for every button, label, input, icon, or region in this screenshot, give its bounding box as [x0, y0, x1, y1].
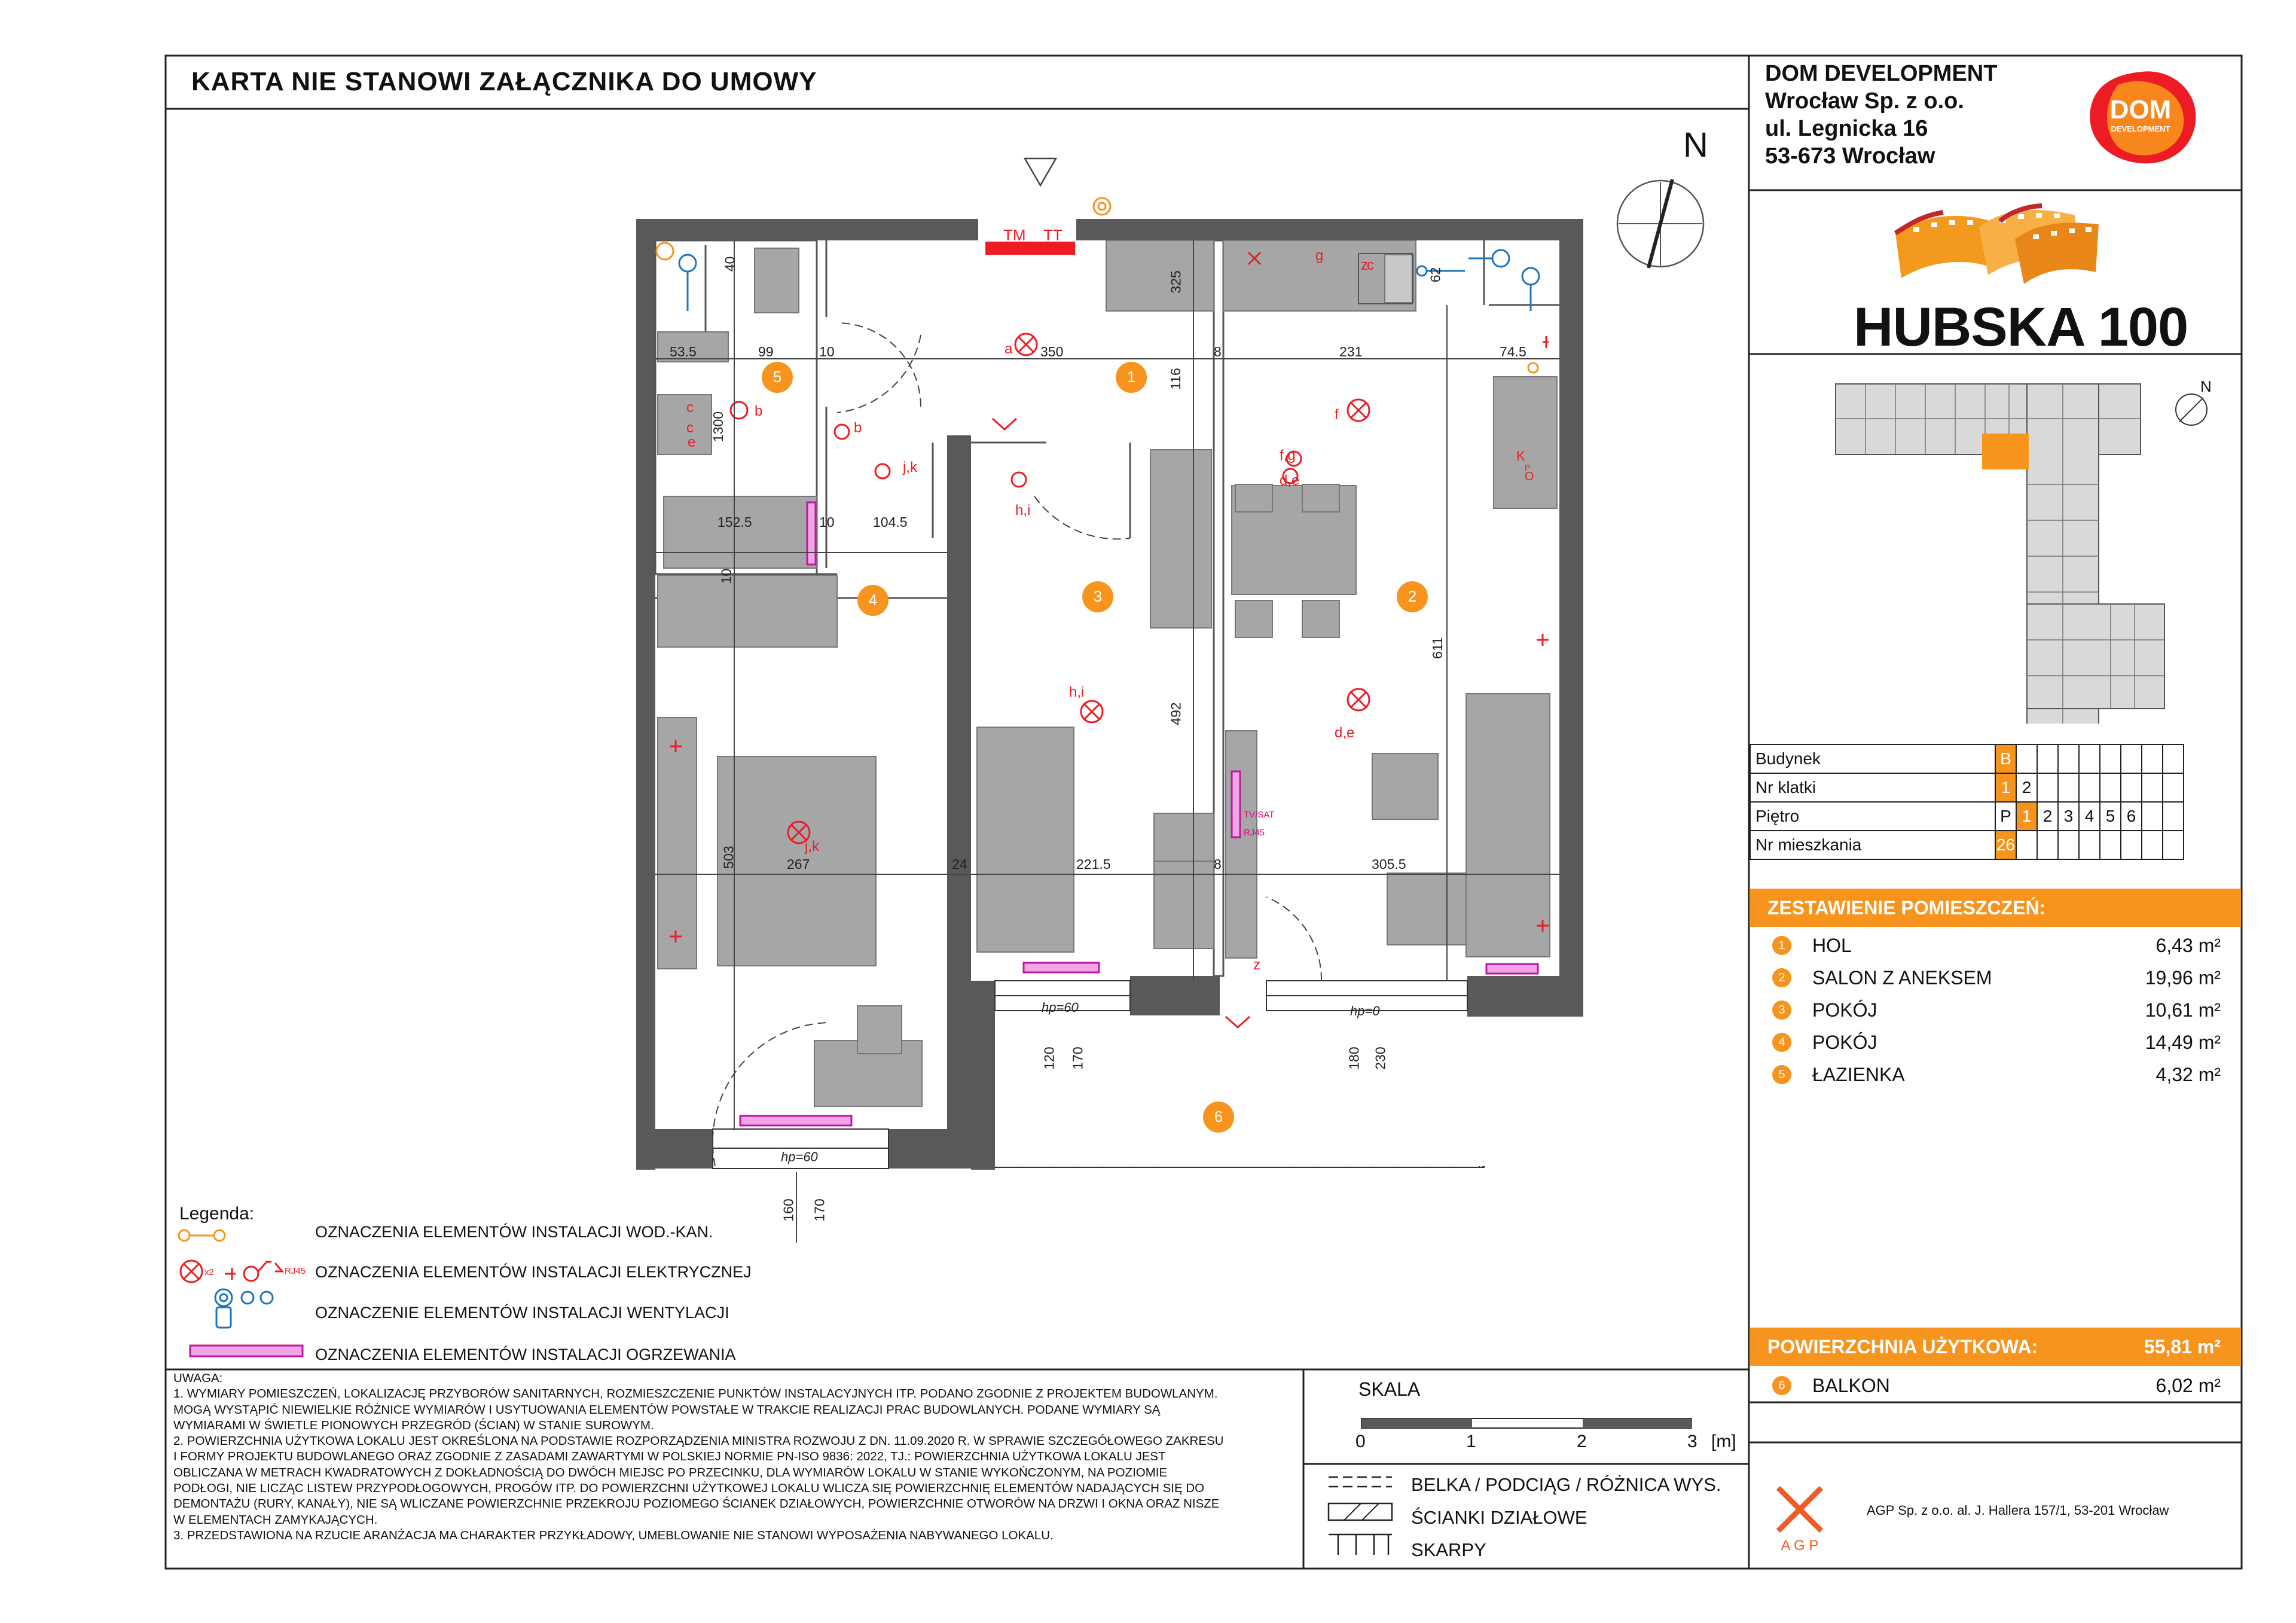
agp-address: AGP Sp. z o.o. al. J. Hallera 157/1, 53-201 Wrocław	[1867, 1503, 2169, 1518]
note-line: WYMIARAMI W ŚWIETLE PIONOWYCH PRZEGRÓD (ŚCIAN) W STANIE SUROWYM.	[173, 1418, 654, 1432]
note-line: 2. POWIERZCHNIA UŻYTKOWA LOKALU JEST OKREŚLONA NA PODSTAWIE ROZPORZĄDZENIA MINISTRA ROZWOJU Z DN. 11.09.2020 R. W SPRAWIE SZCZEGÓŁOWEGO ZAKRESU	[173, 1434, 1224, 1448]
room-row	[1750, 929, 2241, 962]
room-name: POKÓJ	[1812, 1032, 1877, 1053]
dim-label: 221.5	[1076, 856, 1111, 872]
developer-street: ul. Legnicka 16	[1765, 116, 1928, 141]
budynek-row	[1750, 745, 2184, 773]
building-keyplan	[1830, 377, 2212, 724]
elec-label: c	[1367, 257, 1374, 273]
north-label: N	[1683, 126, 1708, 164]
developer-block	[1765, 60, 1997, 170]
pietro-3: 3	[2058, 802, 2079, 831]
elec-label: O	[1525, 470, 1534, 483]
dim-label: 8	[1214, 344, 1222, 359]
scale-tick: 1	[1466, 1432, 1476, 1451]
developer-city: 53-673 Wrocław	[1765, 144, 1935, 169]
room-area: 6,43 m²	[2155, 935, 2221, 956]
elec-label: a	[1004, 341, 1013, 357]
room-name: SALON Z ANEKSEM	[1812, 967, 1992, 989]
symbols-key	[1326, 1472, 1398, 1562]
elec-label: z	[1253, 957, 1260, 973]
pietro-2: 2	[2037, 802, 2058, 831]
partition-symbol	[1329, 1503, 1392, 1520]
pietro-label: Piętro	[1750, 802, 1995, 831]
keyplan-north: N	[2200, 377, 2212, 395]
room-area: 10,61 m²	[2145, 999, 2221, 1021]
legend-symbols	[177, 1220, 309, 1363]
legend-item: OZNACZENIA ELEMENTÓW INSTALACJI OGRZEWANIA	[315, 1346, 736, 1363]
reveals-label: SKARPY	[1411, 1539, 1486, 1560]
dim-label: 611	[1429, 637, 1445, 659]
label-rj45: RJ45	[1244, 828, 1265, 838]
apartment-info-table	[1750, 744, 2184, 860]
scale-unit: [m]	[1711, 1432, 1736, 1451]
dim-label: 152.5	[718, 514, 752, 530]
elec-label: c	[686, 399, 694, 416]
room-number-badge: 1	[1772, 936, 1791, 955]
dim-label: 40	[722, 256, 738, 272]
page-title: KARTA NIE STANOWI ZAŁĄCZNIKA DO UMOWY	[191, 67, 817, 96]
room-number-badge: 6	[1772, 1376, 1791, 1395]
usable-area-label: POWIERZCHNIA UŻYTKOWA:	[1767, 1336, 2038, 1357]
dim-label: 231	[1339, 344, 1363, 359]
elec-label: K	[1516, 449, 1525, 463]
dim-label: 180	[1346, 1047, 1362, 1070]
pietro-1: 1	[2016, 802, 2037, 831]
electrical-legend-icon	[181, 1261, 306, 1282]
note-line: MOGĄ WYSTĄPIĆ NIEWIELKIE RÓŻNICE WYMIARÓW I USYTUOWANIA ELEMENTÓW POWSTAŁE W TRAKCIE REALIZACJI PRAC BUDOWLANYCH. PODANE WYMIARY SĄ	[173, 1402, 1161, 1417]
elec-label: g	[1315, 248, 1324, 264]
note-line: UWAGA:	[173, 1371, 223, 1385]
elec-label: b	[755, 403, 763, 419]
pietro-p: P	[1995, 802, 2016, 831]
legend-item: OZNACZENIA ELEMENTÓW INSTALACJI WOD.-KAN.	[315, 1223, 713, 1241]
elec-label: j,k	[805, 838, 819, 855]
dim-label: 8	[1214, 856, 1222, 872]
dim-label: 492	[1168, 702, 1184, 725]
room-number-badge: 2	[1772, 968, 1791, 987]
usable-area-value: 55,81 m²	[2144, 1336, 2221, 1357]
developer-name: DOM DEVELOPMENT	[1765, 61, 1998, 86]
dim-label: 104.5	[873, 514, 908, 530]
scale-label: SKALA	[1358, 1378, 1421, 1400]
dim-label: 160	[780, 1198, 796, 1222]
dim-label: 10	[819, 344, 835, 359]
dim-label: 10	[718, 568, 734, 584]
legend-rj45: RJ45	[285, 1266, 306, 1276]
elec-label: f,g	[1280, 447, 1296, 463]
dim-label: 170	[1070, 1047, 1086, 1070]
plumbing-legend-icon	[179, 1230, 225, 1241]
klatka-label: Nr klatki	[1750, 773, 1995, 802]
dim-label: 305.5	[1372, 856, 1406, 872]
agp-logo	[1773, 1483, 1827, 1555]
dim-label: 62	[1427, 267, 1443, 283]
dim-label: 267	[787, 856, 810, 872]
note-line: 3. PRZEDSTAWIONA NA RZUCIE ARANŻACJA MA CHARAKTER PRZYKŁADOWY, UMEBLOWANIE NIE STANOWI WYPOSAŻENIA NABYWANEGO LOKALU.	[173, 1528, 1054, 1542]
label-tm: TM	[1003, 226, 1026, 244]
scale-tick: 2	[1577, 1432, 1587, 1451]
dom-development-logo	[2082, 67, 2202, 169]
dim-label: 325	[1168, 270, 1184, 294]
dim-label: 99	[758, 344, 774, 359]
elec-label: c	[686, 420, 694, 436]
elec-label: P	[1525, 463, 1531, 472]
note-line: DEMONTAŻU (RURY, KANAŁY), NIE SĄ WLICZANE POWIERZCHNIE PRZEKROJU POZIOMEGO ŚCIANEK DZIAŁOWYCH, POWIERZCHNIE OTWORÓW NA DRZWI I OKNA ORAZ NISZE	[173, 1497, 1220, 1511]
room-marker-2: 2	[1407, 587, 1417, 605]
note-line: 1. WYMIARY POMIESZCZEŃ, LOKALIZACJĘ PRZYBORÓW SANITARNYCH, ROZMIESZCZENIE PUNKTÓW INSTALACYJNYCH ITP. PODANO ZGODNIE Z PROJEKTEM BUDOWLANYM.	[173, 1387, 1218, 1401]
room-area: 19,96 m²	[2145, 967, 2221, 989]
label-hp60-b: hp=60	[781, 1149, 818, 1164]
room-area: 14,49 m²	[2145, 1032, 2221, 1053]
note-line: PODŁOGI, NIE LICZĄC LISTEW PRZYPODŁOGOWYCH, PROGÓW ITP. DO POWIERZCHNI UŻYTKOWEJ LOKALU WLICZA SIĘ POWIERZCHNIĘ ELEMENTÓW NADAJĄCYCH SIĘ DO	[173, 1481, 1205, 1496]
pietro-6: 6	[2121, 802, 2142, 831]
reveal-symbol	[1329, 1534, 1392, 1555]
elec-label: h,i	[1069, 684, 1085, 700]
mieszkanie-value: 26	[1995, 831, 2016, 859]
klatka-row	[1750, 773, 2184, 802]
dim-label: 74.5	[1500, 344, 1526, 359]
elec-label: z	[1361, 257, 1368, 273]
ventilation-legend-icon	[215, 1289, 273, 1328]
dim-label: 24	[952, 856, 967, 872]
heating-legend-icon	[190, 1346, 303, 1356]
entrance-marker	[1025, 158, 1056, 185]
developer-company: Wrocław Sp. z o.o.	[1765, 89, 1964, 114]
label-tvsat: TV/SAT	[1244, 810, 1275, 820]
room-marker-3: 3	[1093, 587, 1103, 605]
room-marker-1: 1	[1126, 368, 1136, 386]
label-tt: TT	[1043, 226, 1062, 244]
dim-label: 503	[720, 846, 737, 869]
legend-title: Legenda:	[179, 1204, 255, 1224]
legend-x2: x2	[204, 1267, 214, 1277]
elec-label: h,i	[1015, 502, 1031, 518]
elec-label: d,e	[1335, 725, 1355, 741]
elec-label: j,k	[903, 459, 917, 475]
room-row	[1750, 962, 2241, 994]
room-marker-5: 5	[773, 368, 782, 386]
mieszkanie-row	[1750, 831, 2184, 859]
dim-label: 230	[1372, 1047, 1388, 1070]
project-name: HUBSKA 100	[1854, 297, 2188, 358]
scale-bar	[1357, 1416, 1692, 1434]
elec-label: d,e	[1280, 472, 1300, 489]
pietro-5: 5	[2100, 802, 2121, 831]
rooms-header	[1750, 889, 2241, 927]
dim-label: 53.5	[670, 344, 697, 359]
logo-text-dom: DOM	[2109, 95, 2172, 124]
dim-label: 120	[1041, 1047, 1057, 1070]
room-number-badge: 5	[1772, 1065, 1791, 1084]
scale-tick: 0	[1355, 1432, 1366, 1451]
scale-tick: 3	[1687, 1432, 1697, 1451]
room-row	[1750, 1058, 2241, 1091]
room-row	[1750, 1026, 2241, 1058]
dim-label: 10	[819, 514, 835, 530]
room-area: 4,32 m²	[2155, 1064, 2221, 1085]
compass-icon	[1617, 179, 1703, 268]
note-line: W ELEMENTACH ZAMYKAJĄCYCH.	[173, 1512, 378, 1527]
elec-label: b	[854, 420, 862, 436]
room-number-badge: 4	[1772, 1033, 1791, 1052]
room-marker-4: 4	[868, 591, 878, 609]
hubska-film-logo	[1889, 197, 2105, 299]
notes-block	[173, 1371, 1297, 1543]
room-name: HOL	[1812, 935, 1852, 956]
room-number-badge: 3	[1772, 1000, 1791, 1020]
label-hp0: hp=0	[1350, 1003, 1380, 1018]
room-name: ŁAZIENKA	[1812, 1064, 1905, 1085]
partitions-label: ŚCIANKI DZIAŁOWE	[1411, 1507, 1587, 1528]
budynek-value: B	[1995, 745, 2016, 773]
dim-label: 170	[811, 1198, 828, 1222]
budynek-label: Budynek	[1750, 745, 1995, 773]
agp-logo-text: A G P	[1781, 1537, 1819, 1554]
rooms-header-text: ZESTAWIENIE POMIESZCZEŃ:	[1767, 897, 2046, 919]
dim-label: 116	[1167, 368, 1183, 390]
legend-item: OZNACZENIA ELEMENTÓW INSTALACJI ELEKTRYCZNEJ	[315, 1263, 752, 1281]
balcony-row	[1750, 1369, 2241, 1402]
mieszkanie-label: Nr mieszkania	[1750, 831, 1995, 859]
label-hp60-a: hp=60	[1042, 1000, 1079, 1015]
logo-text-development: DEVELOPMENT	[2111, 124, 2170, 133]
usable-area-header	[1750, 1328, 2241, 1366]
elec-label: f	[1335, 407, 1339, 423]
klatka-2: 2	[2016, 773, 2037, 802]
dim-label: 350	[1040, 344, 1064, 359]
note-line: OBLICZANA W METRACH KWADRATOWYCH Z DOKŁADNOŚCIĄ DO DWÓCH MIEJSC PO PRZECINKU, DLA WYMIARÓW LOKALU W STANIE WYKOŃCZONYM, NA POZIOMIE	[173, 1465, 1168, 1479]
beam-symbol	[1329, 1477, 1392, 1487]
elec-label: e	[688, 434, 696, 450]
note-line: I FORMY PROJEKTU BUDOWLANEGO ORAZ ZGODNIE Z ZASADAMI ZAWARTYMI W POLSKIEJ NORMIE PN-ISO 9836: 2022, TJ.: POWIERZCHNIA UŻYTKOWA LOKALU JEST	[173, 1450, 1166, 1464]
dim-label: 1300	[710, 411, 726, 443]
room-marker-6: 6	[1214, 1108, 1223, 1125]
room-row	[1750, 994, 2241, 1026]
room-name: POKÓJ	[1812, 999, 1877, 1021]
room-name: BALKON	[1812, 1375, 1890, 1396]
legend-item: OZNACZENIE ELEMENTÓW INSTALACJI WENTYLACJI	[315, 1304, 729, 1322]
beam-label: BELKA / PODCIĄG / RÓŻNICA WYS.	[1411, 1474, 1721, 1495]
pietro-row	[1750, 802, 2184, 831]
klatka-1: 1	[1995, 773, 2016, 802]
pietro-4: 4	[2079, 802, 2100, 831]
room-area: 6,02 m²	[2155, 1375, 2221, 1396]
